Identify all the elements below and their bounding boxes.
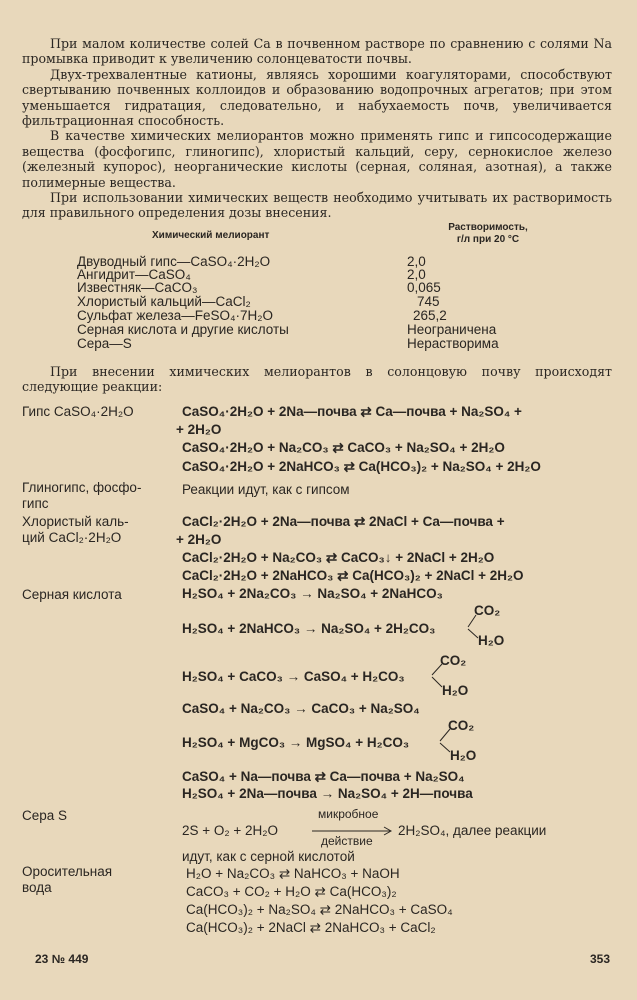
equation: + 2H₂O xyxy=(176,422,222,437)
formula-h2o: H₂O xyxy=(450,748,477,763)
equation: CaSO₄ + Na₂CO₃ → CaCO₃ + Na₂SO₄ xyxy=(182,701,420,716)
label-irrigation-water: Оросительная xyxy=(22,864,113,879)
equation: 2S + O₂ + 2H₂O xyxy=(182,823,279,838)
equation: CaSO₄·2H₂O + 2NaHCO₃ ⇄ Ca(HCO₃)₂ + Na₂SO₄ + 2H₂O xyxy=(182,459,541,474)
row-name: Двуводный гипс—CaSO₄·2H₂O xyxy=(77,254,271,269)
row-value: 265,2 xyxy=(413,308,447,323)
paragraph: Двух-трехвалентные катионы, являясь хорошими коагуляторами, способствуют свертыванию почвенных коллоидов и образованию водопрочных агрегатов; при этом уменьшается гидратация, следовательно, и набухаемость почв, увеличивается фильтрационная способность. xyxy=(22,66,612,129)
row-name: Ангидрит—CaSO₄ xyxy=(77,267,191,282)
equation: H₂SO₄ + 2Na₂CO₃ → Na₂SO₄ + 2NaHCO₃ xyxy=(182,586,443,601)
formula-co2: CO₂ xyxy=(474,603,501,618)
label-glinogips: гипс xyxy=(22,496,49,511)
equation: идут, как с серной кислотой xyxy=(182,849,355,864)
label-irrigation-water: вода xyxy=(22,880,52,895)
reaction-condition: микробное xyxy=(318,807,379,821)
signature-mark: 23 № 449 xyxy=(35,952,89,966)
formula-co2: CO₂ xyxy=(440,653,467,668)
equation: Ca(HCO₃)₂ + 2NaCl ⇄ 2NaHCO₃ + CaCl₂ xyxy=(186,920,436,935)
equation: H₂SO₄ + MgCO₃ → MgSO₄ + H₂CO₃ xyxy=(182,735,410,750)
equation: H₂SO₄ + 2Na—почва → Na₂SO₄ + 2H—почва xyxy=(182,786,473,801)
row-name: Известняк—CaCO₃ xyxy=(77,280,198,295)
equation: CaCl₂·2H₂O + 2Na—почва ⇄ 2NaCl + Ca—почва + xyxy=(182,514,505,529)
paragraph: При внесении химических мелиорантов в солонцовую почву происходят следующие реакции: xyxy=(22,364,612,395)
row-name: Серная кислота и другие кислоты xyxy=(77,322,289,337)
row-value: 0,065 xyxy=(407,280,441,295)
label-sulfuric-acid: Серная кислота xyxy=(22,587,122,602)
paragraph: При использовании химических веществ необходимо учитывать их растворимость для правильного определения дозы внесения. xyxy=(22,190,612,221)
label-glinogips: Глиногипс, фосфо- xyxy=(22,480,142,495)
equation: H₂SO₄ + 2NaHCO₃ → Na₂SO₄ + 2H₂CO₃ xyxy=(182,621,436,636)
page-number: 353 xyxy=(590,952,611,966)
reaction-condition: действие xyxy=(321,834,373,848)
row-value: Нерастворима xyxy=(407,336,499,351)
paragraph: В качестве химических мелиорантов можно применять гипс и гипсосодержащие вещества (фосфогипс, глиногипс), хлористый кальций, серу, сернокислое железо (железный купорос), неорганические кислоты (серная, соляная, азотная), а также полимерные вещества. xyxy=(22,128,612,190)
equation: Реакции идут, как с гипсом xyxy=(182,482,350,497)
formula-h2o: H₂O xyxy=(478,633,505,648)
row-value: 2,0 xyxy=(407,254,426,269)
row-value: 2,0 xyxy=(407,267,426,282)
label-calcium-chloride: Хлористый каль- xyxy=(22,514,129,529)
row-value: 745 xyxy=(417,294,440,309)
row-name: Сера—S xyxy=(77,336,132,351)
paragraph: При малом количестве солей Са в почвенном растворе по сравнению с солями Na промывка приводит к увеличению солонцеватости почвы. xyxy=(22,36,612,67)
equation: CaCO₃ + CO₂ + H₂O ⇄ Ca(HCO₃)₂ xyxy=(186,884,397,899)
branch-line xyxy=(432,664,442,687)
equation: CaSO₄·2H₂O + Na₂CO₃ ⇄ CaCO₃ + Na₂SO₄ + 2H₂O xyxy=(182,440,505,455)
table-header-value-line: г/л при 20 °С xyxy=(456,234,520,245)
equation: + 2H₂O xyxy=(176,532,222,547)
row-name: Сульфат железа—FeSO₄·7H₂O xyxy=(77,308,274,323)
equation: H₂SO₄ + CaCO₃ → CaSO₄ + H₂CO₃ xyxy=(182,669,405,684)
equation: 2H₂SO₄, далее реакции xyxy=(398,823,547,838)
table-header-name: Химический мелиорант xyxy=(152,230,270,241)
label-calcium-chloride: ций CaCl₂·2H₂O xyxy=(22,530,122,545)
equation: CaCl₂·2H₂O + Na₂CO₃ ⇄ CaCO₃↓ + 2NaCl + 2H₂O xyxy=(182,550,495,565)
label-gypsum: Гипс CaSO₄·2H₂O xyxy=(22,404,134,419)
row-name: Хлористый кальций—CaCl₂ xyxy=(77,294,251,309)
row-value: Неограничена xyxy=(407,322,497,337)
equation: CaSO₄ + Na—почва ⇄ Ca—почва + Na₂SO₄ xyxy=(182,769,465,784)
equation: H₂O + Na₂CO₃ ⇄ NaHCO₃ + NaOH xyxy=(186,866,400,881)
table-header-value-line: Растворимость, xyxy=(448,222,528,233)
label-sulfur: Сера S xyxy=(22,808,68,823)
branch-line xyxy=(440,729,450,752)
equation: Ca(HCO₃)₂ + Na₂SO₄ ⇄ 2NaHCO₃ + CaSO₄ xyxy=(186,902,453,917)
formula-co2: CO₂ xyxy=(448,718,475,733)
branch-line xyxy=(468,615,478,638)
equation: CaSO₄·2H₂O + 2Na—почва ⇄ Ca—почва + Na₂SO₄ + xyxy=(182,404,522,419)
equation: CaCl₂·2H₂O + 2NaHCO₃ ⇄ Ca(HCO₃)₂ + 2NaCl + 2H₂O xyxy=(182,568,524,583)
formula-h2o: H₂O xyxy=(442,683,469,698)
